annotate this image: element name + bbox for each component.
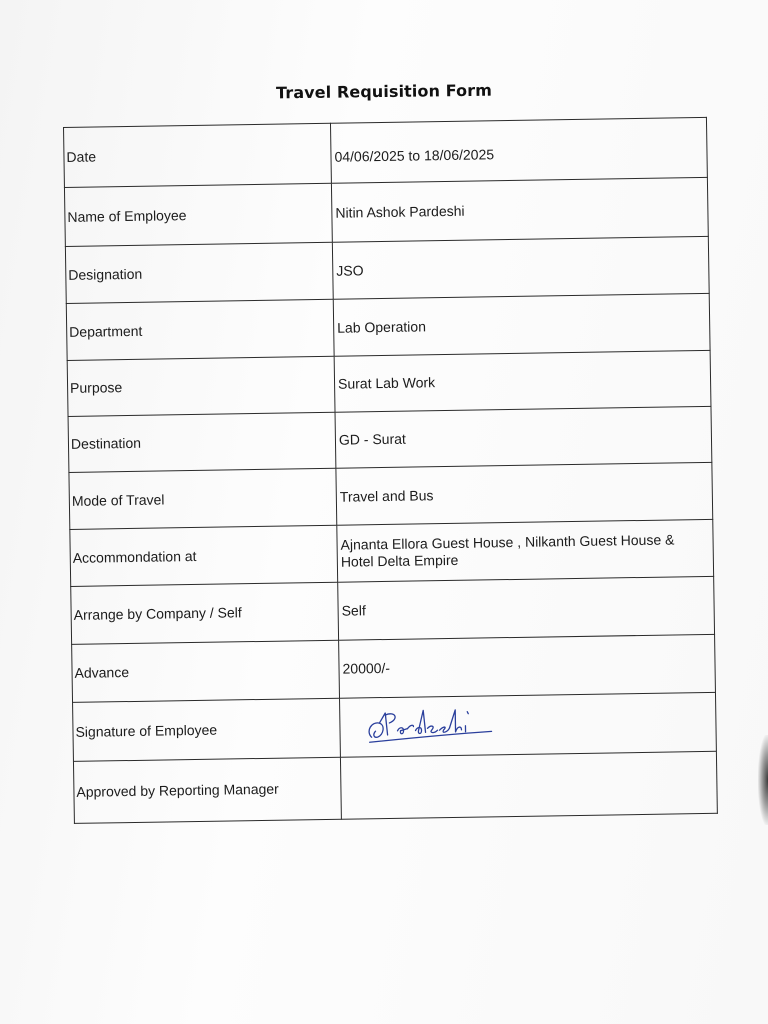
table-row [73,751,717,823]
row-label-department: Department [66,299,334,360]
row-label-employee-name: Name of Employee [64,183,332,246]
table-row [66,293,710,360]
row-label-manager-approval: Approved by Reporting Manager [73,757,341,823]
row-label-employee-signature: Signature of Employee [73,698,341,761]
table-row [68,406,712,472]
row-value-destination: GD - Surat [335,406,712,468]
table-row [72,634,716,702]
row-label-advance: Advance [72,640,340,702]
table-row [71,576,715,644]
row-value-department: Lab Operation [333,293,710,356]
row-label-date: Date [64,123,332,187]
row-value-advance: 20000/- [339,634,716,698]
manager-approval-cell [340,751,717,819]
handwritten-signature [363,705,504,747]
table-row [65,236,709,303]
row-value-date: 04/06/2025 to 18/06/2025 [330,117,707,183]
form-title: Travel Requisition Form [275,80,493,103]
table-row [67,350,711,416]
row-label-destination: Destination [68,412,336,472]
table-row [64,177,708,246]
row-value-mode-of-travel: Travel and Bus [336,462,713,525]
row-value-purpose: Surat Lab Work [334,350,711,412]
row-label-arranged-by: Arrange by Company / Self [71,582,339,644]
employee-signature-cell [340,692,717,757]
row-label-accommodation: Accommondation at [70,525,338,586]
row-label-purpose: Purpose [67,356,335,416]
page-edge-shadow [758,735,768,825]
row-value-accommodation: Ajnanta Ellora Guest House , Nilkanth Guest House & Hotel Delta Empire [337,519,714,582]
row-label-mode-of-travel: Mode of Travel [69,468,337,529]
row-value-arranged-by: Self [338,576,715,640]
table-row [73,692,717,761]
row-value-designation: JSO [332,236,709,299]
row-value-employee-name: Nitin Ashok Pardeshi [331,177,708,242]
table-row [64,117,708,187]
form-container [63,117,712,824]
table-row [69,462,713,529]
requisition-table [63,117,718,824]
row-label-designation: Designation [65,242,333,303]
table-row [70,519,714,586]
